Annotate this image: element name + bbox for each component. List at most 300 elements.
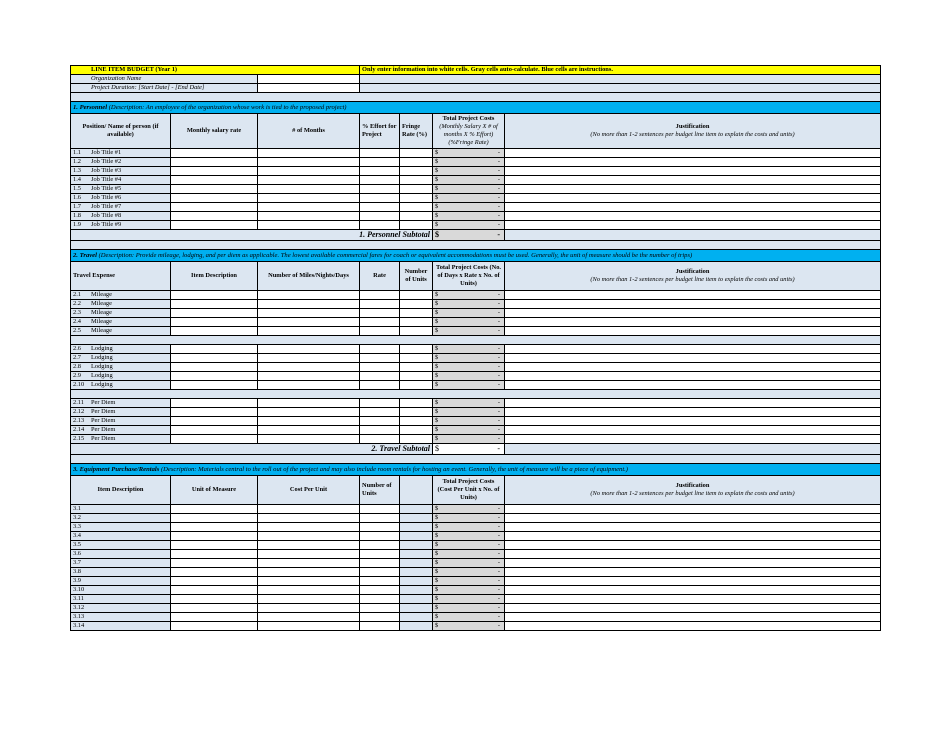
justification-input[interactable] [505, 185, 881, 194]
fringe-input[interactable] [400, 212, 433, 221]
rate-input[interactable] [360, 381, 400, 390]
cost-value: - [497, 541, 501, 548]
item-description-input[interactable] [171, 408, 258, 417]
cost-value: - [497, 354, 501, 361]
units-input[interactable] [400, 300, 433, 309]
equipment-blank-cell [400, 523, 433, 532]
fringe-input[interactable] [400, 194, 433, 203]
justification-input[interactable] [505, 568, 881, 577]
section-description: (Description: An employee of the organization whose work is tied to the proposed project) [108, 103, 347, 111]
equipment-row [71, 568, 881, 577]
equipment-units-header [360, 476, 400, 505]
effort-input[interactable] [360, 221, 400, 230]
item-description-input[interactable] [171, 399, 258, 408]
position-cell [71, 203, 171, 212]
salary-input[interactable] [171, 212, 258, 221]
total-cost-cell [433, 550, 505, 559]
units-input[interactable] [400, 354, 433, 363]
cost-value: - [497, 514, 501, 521]
justification-input[interactable] [505, 363, 881, 372]
justification-input[interactable] [505, 399, 881, 408]
unit-measure-input[interactable] [171, 622, 258, 631]
equipment-item-cell [71, 604, 171, 613]
travel-row [71, 435, 881, 444]
cost-value: - [497, 399, 501, 406]
fringe-input[interactable] [400, 149, 433, 158]
months-input[interactable] [258, 194, 360, 203]
currency-symbol: $ [435, 381, 439, 388]
total-cost-cell [433, 300, 505, 309]
item-description-input[interactable] [171, 363, 258, 372]
cost-per-unit-input[interactable] [258, 595, 360, 604]
justification-input[interactable] [505, 550, 881, 559]
item-description-input[interactable] [171, 381, 258, 390]
salary-input[interactable] [171, 194, 258, 203]
justification-input[interactable] [505, 622, 881, 631]
cost-per-unit-input[interactable] [258, 604, 360, 613]
equipment-item-cell [71, 514, 171, 523]
fringe-input[interactable] [400, 158, 433, 167]
currency-symbol: $ [435, 221, 439, 228]
equipment-item-header [71, 476, 171, 505]
currency-symbol: $ [435, 149, 439, 156]
currency-symbol: $ [435, 230, 440, 239]
months-input[interactable] [258, 212, 360, 221]
cost-per-unit-input[interactable] [258, 550, 360, 559]
total-cost-cell [433, 435, 505, 444]
units-input[interactable] [400, 408, 433, 417]
units-input[interactable] [400, 417, 433, 426]
cost-per-unit-input[interactable] [258, 568, 360, 577]
line-number: 3.4 [73, 532, 81, 539]
cost-value: - [497, 622, 501, 629]
unit-measure-input[interactable] [171, 586, 258, 595]
cost-per-unit-input[interactable] [258, 505, 360, 514]
rate-input[interactable] [360, 327, 400, 336]
units-input[interactable] [400, 372, 433, 381]
equipment-row [71, 577, 881, 586]
months-input[interactable] [258, 176, 360, 185]
justification-input[interactable] [505, 381, 881, 390]
currency-symbol: $ [435, 541, 439, 548]
months-input[interactable] [258, 221, 360, 230]
justification-input[interactable] [505, 514, 881, 523]
miles-input[interactable] [258, 417, 360, 426]
justification-input[interactable] [505, 595, 881, 604]
units-input[interactable] [400, 327, 433, 336]
units-input[interactable] [400, 435, 433, 444]
line-label: Lodging [91, 381, 113, 388]
section-description: (Description: Provide mileage, lodging, and per diem as applicable. The lowest available commercial fares for coach or equivalent accommodations must be used. Generally, the unit of measure should be the number of trips) [98, 251, 693, 259]
justification-input[interactable] [505, 532, 881, 541]
rate-input[interactable] [360, 345, 400, 354]
rate-header-text: Rate [373, 272, 386, 279]
justification-input[interactable] [505, 435, 881, 444]
effort-input[interactable] [360, 185, 400, 194]
item-description-input[interactable] [171, 417, 258, 426]
units-input[interactable] [360, 505, 400, 514]
total-cost-cell [433, 318, 505, 327]
fringe-input[interactable] [400, 221, 433, 230]
justification-input[interactable] [505, 586, 881, 595]
units-input[interactable] [400, 309, 433, 318]
line-label: Job Title #3 [91, 167, 122, 174]
travel-row [71, 372, 881, 381]
line-number: 2.13 [73, 417, 85, 424]
units-input[interactable] [360, 550, 400, 559]
line-number: 1.1 [73, 149, 81, 156]
total-cost-cell [433, 577, 505, 586]
cost-value: - [497, 595, 501, 602]
item-description-input[interactable] [171, 435, 258, 444]
units-input[interactable] [400, 345, 433, 354]
line-number: 2.4 [73, 318, 81, 325]
units-input[interactable] [360, 595, 400, 604]
cost-per-unit-input[interactable] [258, 577, 360, 586]
effort-input[interactable] [360, 203, 400, 212]
travel-expense-cell [71, 300, 171, 309]
personnel-row [71, 221, 881, 230]
effort-input[interactable] [360, 212, 400, 221]
line-number: 2.15 [73, 435, 85, 442]
total-cost-cell [433, 176, 505, 185]
salary-input[interactable] [171, 221, 258, 230]
total-header [433, 476, 505, 505]
equipment-item-cell [71, 568, 171, 577]
salary-input[interactable] [171, 158, 258, 167]
item-description-input[interactable] [171, 354, 258, 363]
miles-input[interactable] [258, 381, 360, 390]
justification-input[interactable] [505, 194, 881, 203]
salary-input[interactable] [171, 203, 258, 212]
justification-input[interactable] [505, 221, 881, 230]
personnel-row [71, 194, 881, 203]
cost-value: - [497, 417, 501, 424]
spacer-cell [71, 455, 881, 464]
unit-measure-input[interactable] [171, 595, 258, 604]
fringe-input[interactable] [400, 167, 433, 176]
personnel-row [71, 167, 881, 176]
cost-per-unit-input[interactable] [258, 613, 360, 622]
units-input[interactable] [360, 577, 400, 586]
equipment-row [71, 514, 881, 523]
cost-per-unit-input[interactable] [258, 541, 360, 550]
total-cost-cell [433, 568, 505, 577]
units-input[interactable] [400, 399, 433, 408]
cost-value: - [497, 185, 501, 192]
section-title: 3. Equipment Purchase/Rentals [73, 465, 160, 473]
justification-input[interactable] [505, 417, 881, 426]
unit-measure-input[interactable] [171, 532, 258, 541]
units-input[interactable] [400, 291, 433, 300]
currency-symbol: $ [435, 309, 439, 316]
miles-input[interactable] [258, 426, 360, 435]
miles-input[interactable] [258, 309, 360, 318]
subtotal-value: - [497, 230, 501, 239]
units-input[interactable] [400, 363, 433, 372]
travel-expense-cell [71, 327, 171, 336]
units-input[interactable] [360, 586, 400, 595]
justification-input[interactable] [505, 345, 881, 354]
line-label: Lodging [91, 354, 113, 361]
line-number: 2.10 [73, 381, 85, 388]
justification-header [505, 114, 881, 149]
justification-input[interactable] [505, 541, 881, 550]
effort-input[interactable] [360, 194, 400, 203]
rate-input[interactable] [360, 399, 400, 408]
cost-value: - [497, 613, 501, 620]
item-description-input[interactable] [171, 300, 258, 309]
cost-value: - [497, 345, 501, 352]
currency-symbol: $ [435, 595, 439, 602]
units-input[interactable] [360, 568, 400, 577]
equipment-row [71, 505, 881, 514]
unit-measure-input[interactable] [171, 505, 258, 514]
org-name-fill [360, 75, 881, 84]
org-name-input[interactable] [258, 75, 360, 84]
travel-expense-cell [71, 309, 171, 318]
total-cost-cell [433, 158, 505, 167]
equipment-row [71, 532, 881, 541]
item-description-input[interactable] [171, 345, 258, 354]
rate-input[interactable] [360, 435, 400, 444]
item-description-input[interactable] [171, 372, 258, 381]
line-label: Per Diem [91, 399, 116, 406]
rate-input[interactable] [360, 408, 400, 417]
cost-per-unit-input[interactable] [258, 586, 360, 595]
justification-input[interactable] [505, 354, 881, 363]
budget-title: LINE ITEM BUDGET (Year 1) [71, 66, 360, 75]
currency-symbol: $ [435, 559, 439, 566]
currency-symbol: $ [435, 194, 439, 201]
unit-measure-input[interactable] [171, 577, 258, 586]
rate-input[interactable] [360, 309, 400, 318]
cost-per-unit-input[interactable] [258, 559, 360, 568]
travel-section-header [71, 250, 881, 262]
justification-input[interactable] [505, 577, 881, 586]
units-input[interactable] [360, 613, 400, 622]
miles-input[interactable] [258, 345, 360, 354]
justification-input[interactable] [505, 309, 881, 318]
miles-input[interactable] [258, 327, 360, 336]
justification-title: Justification [675, 123, 710, 130]
equipment-item-cell [71, 550, 171, 559]
months-input[interactable] [258, 203, 360, 212]
miles-input[interactable] [258, 318, 360, 327]
total-cost-cell [433, 417, 505, 426]
cost-value: - [497, 221, 501, 228]
justification-input[interactable] [505, 426, 881, 435]
currency-symbol: $ [435, 363, 439, 370]
currency-symbol: $ [435, 417, 439, 424]
rate-input[interactable] [360, 291, 400, 300]
travel-header-row [71, 262, 881, 291]
cost-per-unit-input[interactable] [258, 523, 360, 532]
equipment-item-cell [71, 505, 171, 514]
justification-input[interactable] [505, 149, 881, 158]
miles-input[interactable] [258, 408, 360, 417]
item-description-input[interactable] [171, 309, 258, 318]
line-number: 1.7 [73, 203, 81, 210]
justification-input[interactable] [505, 300, 881, 309]
spacer-row [71, 455, 881, 464]
justification-input[interactable] [505, 318, 881, 327]
justification-input[interactable] [505, 604, 881, 613]
unit-measure-input[interactable] [171, 550, 258, 559]
units-input[interactable] [360, 622, 400, 631]
justification-input[interactable] [505, 408, 881, 417]
travel-row [71, 354, 881, 363]
title-row [71, 66, 881, 75]
miles-input[interactable] [258, 291, 360, 300]
justification-input[interactable] [505, 176, 881, 185]
rate-input[interactable] [360, 372, 400, 381]
fringe-input[interactable] [400, 185, 433, 194]
effort-input[interactable] [360, 158, 400, 167]
justification-input[interactable] [505, 158, 881, 167]
item-description-input[interactable] [171, 318, 258, 327]
cost-value: - [497, 176, 501, 183]
effort-input[interactable] [360, 176, 400, 185]
line-label: Mileage [91, 318, 112, 325]
total-cost-cell [433, 203, 505, 212]
total-cost-cell [433, 408, 505, 417]
months-input[interactable] [258, 185, 360, 194]
units-input[interactable] [400, 318, 433, 327]
item-description-input[interactable] [171, 327, 258, 336]
currency-symbol: $ [435, 158, 439, 165]
miles-input[interactable] [258, 354, 360, 363]
total-cost-cell [433, 514, 505, 523]
total-cost-cell [433, 604, 505, 613]
effort-input[interactable] [360, 167, 400, 176]
section-title: 2. Travel [73, 251, 97, 259]
line-number: 2.9 [73, 372, 81, 379]
justification-input[interactable] [505, 167, 881, 176]
salary-input[interactable] [171, 167, 258, 176]
equipment-item-cell [71, 532, 171, 541]
cost-value: - [497, 212, 501, 219]
justification-input[interactable] [505, 327, 881, 336]
total-cost-cell [433, 345, 505, 354]
cost-value: - [497, 167, 501, 174]
miles-input[interactable] [258, 300, 360, 309]
justification-input[interactable] [505, 613, 881, 622]
total-cost-cell [433, 194, 505, 203]
rate-input[interactable] [360, 426, 400, 435]
effort-input[interactable] [360, 149, 400, 158]
fringe-input[interactable] [400, 176, 433, 185]
fringe-input[interactable] [400, 203, 433, 212]
units-input[interactable] [400, 381, 433, 390]
units-input[interactable] [400, 426, 433, 435]
rate-input[interactable] [360, 354, 400, 363]
months-input[interactable] [258, 158, 360, 167]
months-input[interactable] [258, 149, 360, 158]
line-number: 2.5 [73, 327, 81, 334]
position-cell [71, 176, 171, 185]
cost-value: - [497, 309, 501, 316]
units-input[interactable] [360, 541, 400, 550]
months-input[interactable] [258, 167, 360, 176]
cost-value: - [497, 559, 501, 566]
unit-measure-input[interactable] [171, 541, 258, 550]
line-number: 3.13 [73, 613, 85, 620]
travel-expense-header-text: Travel Expense [73, 272, 115, 279]
equipment-row [71, 550, 881, 559]
cost-per-unit-input[interactable] [258, 622, 360, 631]
item-description-input[interactable] [171, 291, 258, 300]
miles-input[interactable] [258, 363, 360, 372]
units-input[interactable] [360, 559, 400, 568]
salary-input[interactable] [171, 185, 258, 194]
unit-measure-input[interactable] [171, 523, 258, 532]
personnel-row [71, 158, 881, 167]
cost-per-unit-input[interactable] [258, 532, 360, 541]
travel-expense-cell [71, 417, 171, 426]
line-label: Job Title #4 [91, 176, 122, 183]
rate-input[interactable] [360, 318, 400, 327]
total-header [433, 114, 505, 149]
unit-measure-input[interactable] [171, 568, 258, 577]
miles-input[interactable] [258, 399, 360, 408]
equipment-blank-cell [400, 568, 433, 577]
cost-value: - [497, 408, 501, 415]
duration-input[interactable] [258, 84, 360, 93]
units-input[interactable] [360, 514, 400, 523]
travel-expense-cell [71, 381, 171, 390]
salary-input[interactable] [171, 176, 258, 185]
personnel-subtotal-row [71, 230, 881, 241]
units-input[interactable] [360, 523, 400, 532]
equipment-blank-cell [400, 613, 433, 622]
total-cost-cell [433, 622, 505, 631]
justification-input[interactable] [505, 212, 881, 221]
justification-input[interactable] [505, 559, 881, 568]
salary-input[interactable] [171, 149, 258, 158]
line-label: Mileage [91, 291, 112, 298]
equipment-blank-cell [400, 541, 433, 550]
cost-value: - [497, 372, 501, 379]
unit-measure-input[interactable] [171, 514, 258, 523]
units-input[interactable] [360, 604, 400, 613]
unit-measure-input[interactable] [171, 613, 258, 622]
line-number: 1.8 [73, 212, 81, 219]
equipment-blank-cell [400, 604, 433, 613]
miles-header-text: Number of Miles/Nights/Days [268, 272, 349, 279]
justification-input[interactable] [505, 291, 881, 300]
miles-input[interactable] [258, 435, 360, 444]
justification-input[interactable] [505, 505, 881, 514]
total-cost-cell [433, 363, 505, 372]
justification-input[interactable] [505, 523, 881, 532]
justification-input[interactable] [505, 372, 881, 381]
units-input[interactable] [360, 532, 400, 541]
line-label: Mileage [91, 309, 112, 316]
unit-measure-input[interactable] [171, 559, 258, 568]
cost-per-unit-input[interactable] [258, 514, 360, 523]
miles-input[interactable] [258, 372, 360, 381]
rate-input[interactable] [360, 417, 400, 426]
unit-measure-input[interactable] [171, 604, 258, 613]
currency-symbol: $ [435, 622, 439, 629]
currency-symbol: $ [435, 212, 439, 219]
rate-input[interactable] [360, 363, 400, 372]
justification-input[interactable] [505, 203, 881, 212]
item-description-input[interactable] [171, 426, 258, 435]
rate-input[interactable] [360, 300, 400, 309]
cost-value: - [497, 435, 501, 442]
